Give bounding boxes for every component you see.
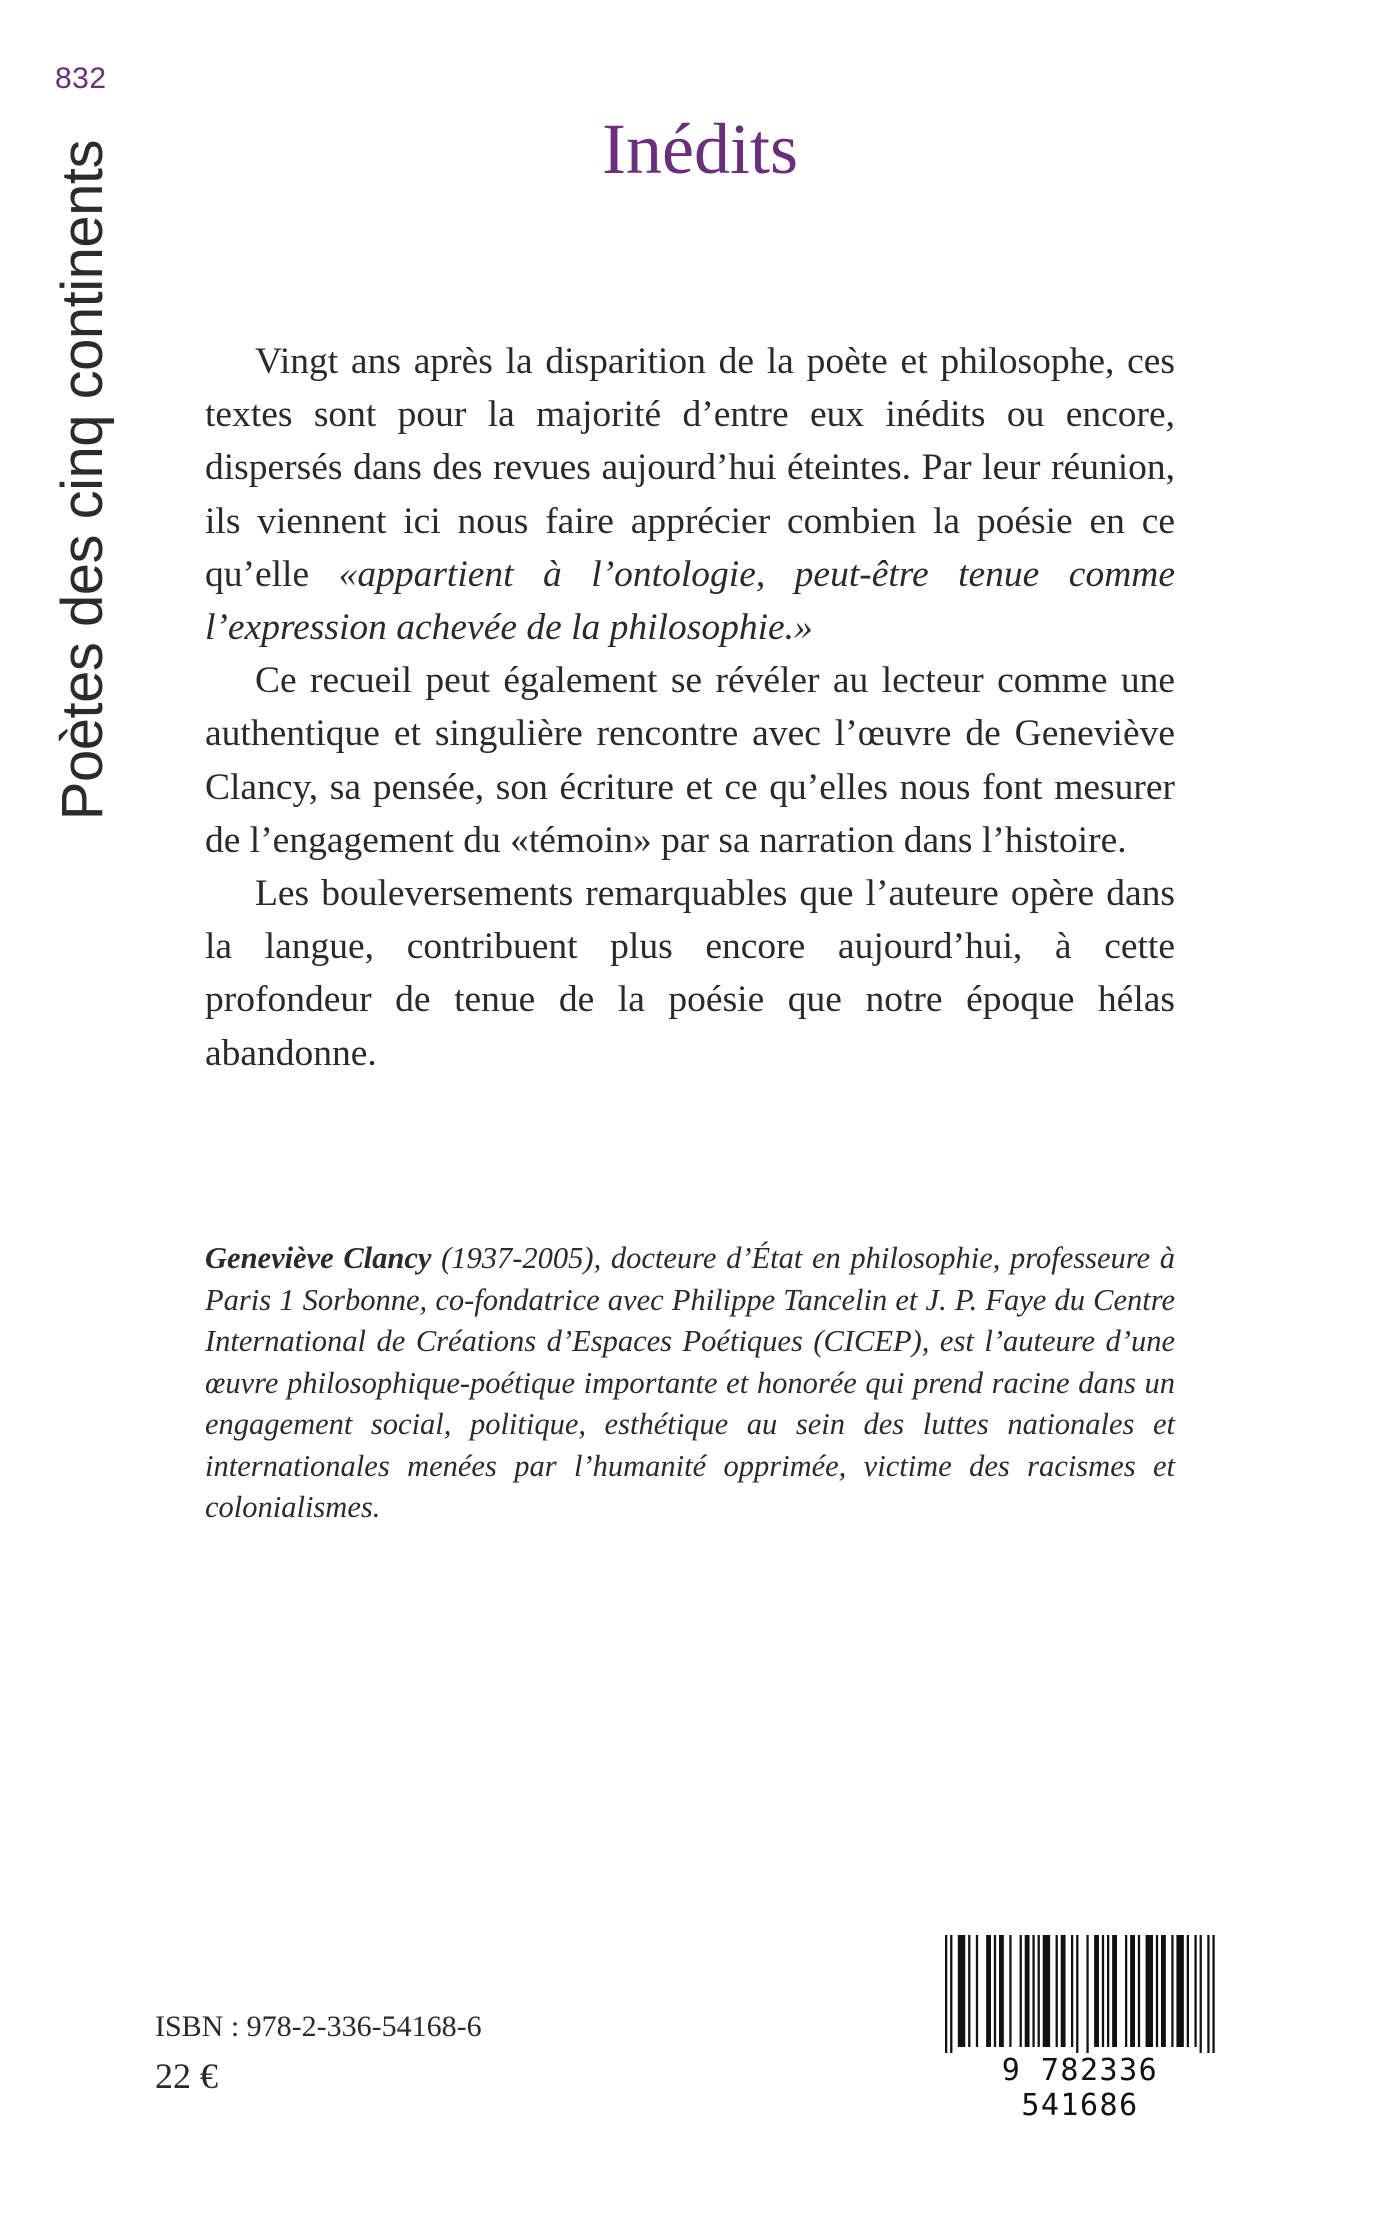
barcode-bar [968, 1935, 970, 2047]
barcode-bar [1125, 1935, 1127, 2047]
author-bio-text: (1937-2005), docteure d’État en philosophie, professeure à Paris 1 Sorbonne, co-fondatrice avec Philippe Tancelin et J. P. Faye du Centre International de Créations d’Espaces Poétiques (CICEP), est l’auteure d’une œuvre philosophique-poétique importante et honorée qui prend racine dans un engagement social, politique, esthétique au sein des luttes nationales et internationales menées par l’humanité opprimée, victime des racismes et colonialismes. [205, 1241, 1175, 1524]
author-bio [205, 1238, 1175, 1529]
barcode-bar [986, 1935, 991, 2047]
barcode-bar [1043, 1935, 1050, 2047]
barcode-bars [940, 1935, 1220, 2053]
blurb-paragraph-1 [205, 335, 1175, 654]
series-number: 832 [55, 62, 107, 95]
barcode-bar [1076, 1935, 1078, 2053]
barcode-bar [976, 1935, 978, 2047]
blurb [205, 335, 1175, 1080]
barcode-bar [1161, 1935, 1166, 2047]
barcode-bar [1176, 1935, 1183, 2047]
barcode-bar [1138, 1935, 1140, 2047]
isbn: ISBN : 978-2-336-54168-6 [155, 2010, 482, 2043]
barcode-bar [994, 1935, 996, 2047]
blurb-paragraph-2: Ce recueil peut également se révéler au lecteur comme une authentique et singulière rencontre avec l’œuvre de Geneviève Clancy, sa pensée, son écriture et ce qu’elles nous font mesurer de l’engagement du «témoin» par sa narration dans l’histoire. [205, 660, 1175, 861]
blurb-quote: «appartient à l’ontologie, peut-être tenue comme l’expression achevée de la philosophie.» [205, 553, 1175, 649]
blurb-paragraph-1-text: Vingt ans après la disparition de la poète et philosophe, ces textes sont pour la majorité d’entre eux inédits ou encore, dispersés dans des revues aujourd’hui éteintes. Par leur réunion, ils viennent ici nous faire apprécier combien la poésie en ce qu’elle [205, 341, 1175, 595]
barcode-bar [958, 1935, 965, 2047]
series-title: Poètes des cinq continents [50, 140, 115, 821]
barcode-bar [1194, 1935, 1196, 2047]
book-title: Inédits [602, 109, 798, 189]
barcode-bar [1025, 1935, 1030, 2047]
barcode-bar [1146, 1935, 1153, 2047]
barcode-bar [1071, 1935, 1073, 2047]
barcode-bar [1086, 1935, 1088, 2053]
barcode-bar [1061, 1935, 1066, 2047]
series-title-container [38, 140, 128, 860]
barcode-digits: 9 782336 541686 [1001, 2053, 1159, 2123]
barcode-bar [1020, 1935, 1022, 2047]
barcode-bar [1212, 1935, 1214, 2053]
price: 22 € [155, 2056, 218, 2096]
blurb-paragraph-3: Les bouleversements remarquables que l’auteure opère dans la langue, contribuent plus encore aujourd’hui, à cette profondeur de tenue de la poésie que notre époque hélas abandonne. [205, 873, 1175, 1074]
barcode-bar [1009, 1935, 1011, 2047]
barcode-bar [1130, 1935, 1135, 2047]
barcode-bar [945, 1935, 947, 2053]
barcode-bar [950, 1935, 952, 2053]
barcode-bar [1171, 1935, 1173, 2047]
barcode-bar [1187, 1935, 1189, 2047]
barcode-bar [1200, 1935, 1202, 2053]
barcode-bar [1107, 1935, 1109, 2047]
barcode-bar [1038, 1935, 1040, 2047]
barcode-bar [999, 1935, 1004, 2047]
barcode-bar [1032, 1935, 1034, 2047]
barcode-bar [1112, 1935, 1117, 2047]
barcode-bar [1207, 1935, 1209, 2053]
author-name: Geneviève Clancy [205, 1241, 432, 1275]
barcode-bar [1156, 1935, 1158, 2047]
barcode [940, 1935, 1220, 2123]
barcode-bar [1094, 1935, 1099, 2047]
barcode-bar [1056, 1935, 1058, 2047]
barcode-bar [1102, 1935, 1104, 2047]
